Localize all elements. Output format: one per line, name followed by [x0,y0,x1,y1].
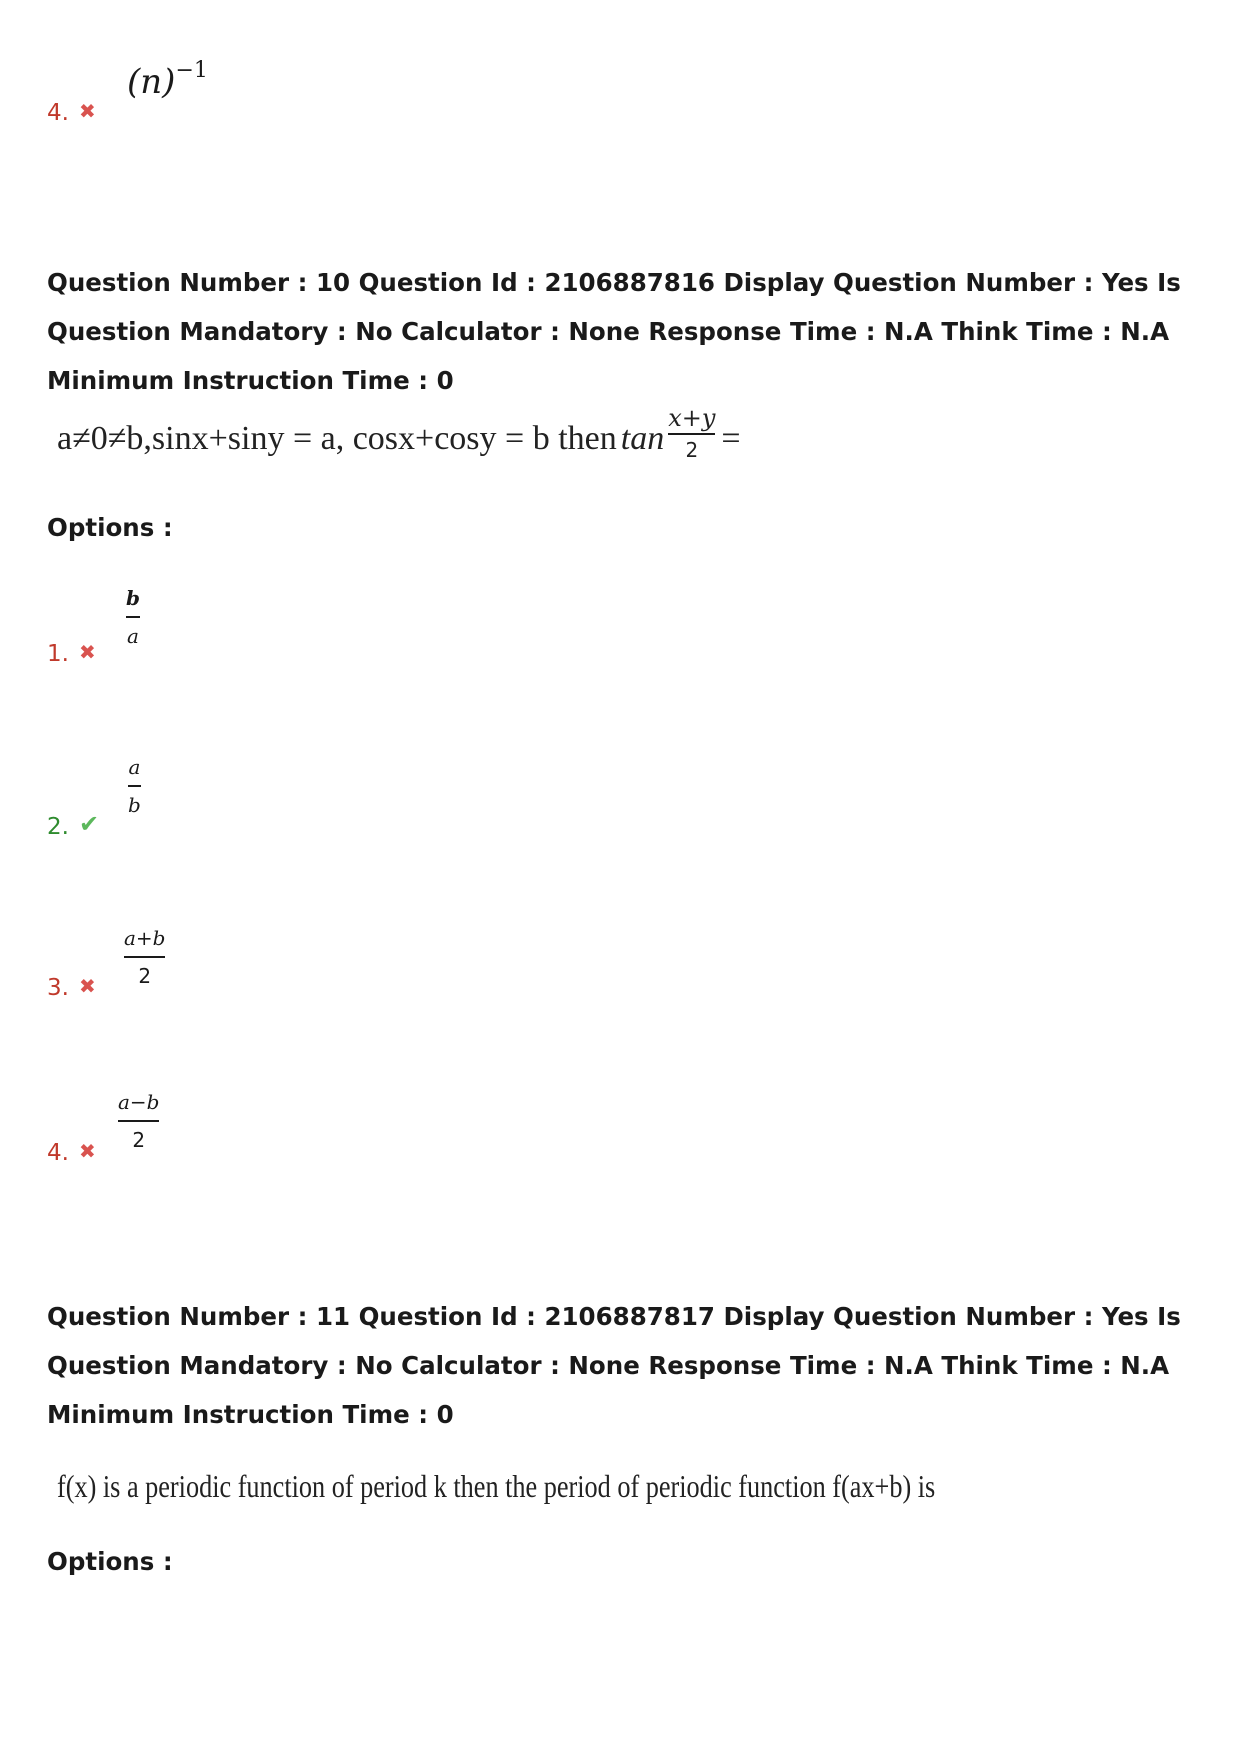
options-label: Options : [47,1547,173,1576]
cross-icon: ✖ [78,99,96,123]
prev-option-4 [47,99,96,126]
stem-fraction [668,406,715,462]
prev-option-4-expression [127,58,208,102]
stem-func: tan [620,420,665,457]
question-11-stem: f(x) is a periodic function of period k then the period of periodic function f(ax+b) is [57,1468,936,1504]
option-3 [47,974,96,1001]
expression-exponent: −1 [175,58,208,83]
option-1 [47,640,96,667]
cross-icon: ✖ [78,974,96,998]
option-number: 2. [47,814,69,840]
option-number: 4. [47,1140,69,1166]
option-number: 3. [47,975,69,1001]
fraction-bar [124,956,165,958]
option-4 [47,1139,96,1166]
fraction-denominator: b [128,793,141,817]
cross-icon: ✖ [78,1139,96,1163]
fraction-denominator: 2 [132,1128,146,1152]
option-number: 1. [47,641,69,667]
option-4-expression [118,1090,159,1152]
question-10-stem [57,404,741,462]
expression-base: (n) [127,62,176,102]
question-10-meta: Question Number : 10 Question Id : 2106887816 Display Question Number : Yes Is Question Mandatory : No Calculator : None Response Time : N.A Think Time : N.A Minimum Instruction Time : 0 [47,268,1181,395]
check-icon: ✔ [78,810,100,838]
option-2 [47,810,99,840]
cross-icon: ✖ [78,640,96,664]
options-label: Options : [47,513,173,542]
fraction-bar [668,433,715,435]
fraction-numerator: x+y [668,404,716,432]
fraction-numerator: a+b [124,926,166,950]
stem-equals: = [721,420,741,457]
fraction-denominator: 2 [138,964,152,988]
fraction-denominator: 2 [685,438,699,462]
option-number: 4. [47,100,69,126]
fraction-bar [126,616,140,618]
fraction-bar [128,785,141,787]
fraction-numerator: b [126,586,140,610]
option-2-expression [128,755,141,817]
question-11-meta: Question Number : 11 Question Id : 2106887817 Display Question Number : Yes Is Question Mandatory : No Calculator : None Response Time : N.A Think Time : N.A Minimum Instruction Time : 0 [47,1302,1181,1429]
option-1-expression [126,586,140,648]
fraction-bar [118,1120,159,1122]
fraction-numerator: a [128,755,141,779]
stem-text: a≠0≠b,sinx+siny = a, cosx+cosy = b then [57,420,617,457]
fraction-numerator: a−b [118,1090,160,1114]
option-3-expression [124,926,165,988]
fraction-denominator: a [127,624,139,648]
